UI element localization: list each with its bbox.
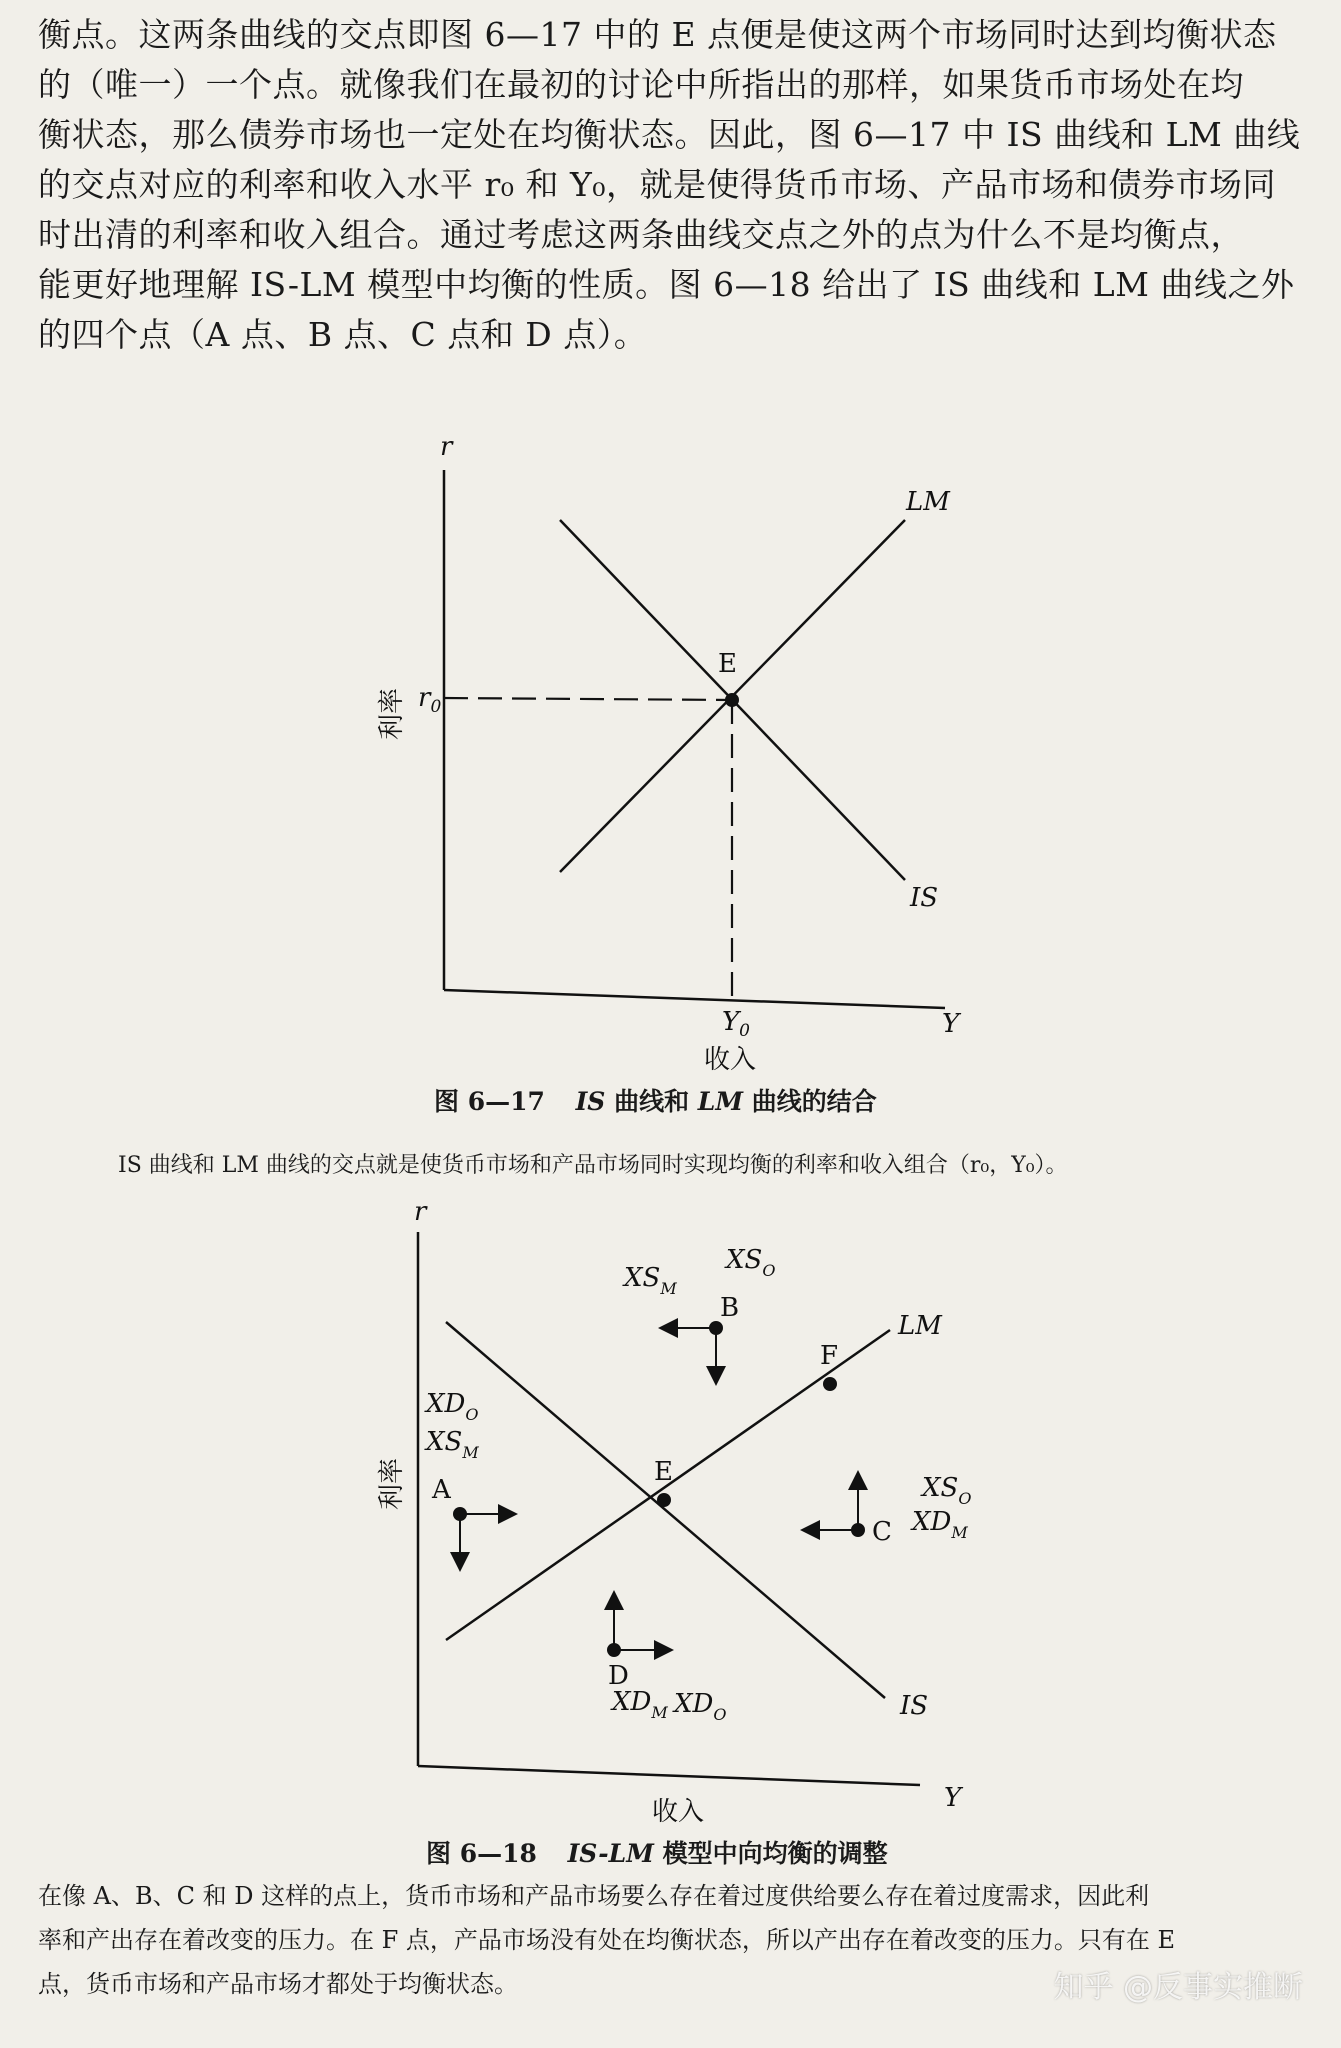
paragraph-line: 衡点。这两条曲线的交点即图 6—17 中的 E 点便是使这两个市场同时达到均衡状态	[38, 15, 1277, 54]
a-label-xs-m: $XS_M$	[426, 1427, 479, 1462]
b-label-xs-m: $XS_M$	[624, 1263, 677, 1298]
d-label-xd-m: $XD_M$	[612, 1687, 668, 1722]
y-axis-name: 利率	[377, 1457, 407, 1510]
c-label-xs-o: $XS_O$	[922, 1473, 972, 1508]
point-d-label: D	[608, 1661, 629, 1691]
r0-label: $r_0$	[418, 683, 442, 717]
caption-end: 曲线的结合	[743, 1087, 877, 1116]
caption-model: IS-LM	[567, 1839, 654, 1868]
x-axis-symbol: Y	[944, 1783, 962, 1813]
point-c-label: C	[872, 1517, 892, 1547]
paragraph-line: 的交点对应的利率和收入水平 r₀ 和 Y₀，就是使得货币市场、产品市场和债券市场同	[38, 165, 1276, 204]
x-axis-symbol: Y	[942, 1009, 960, 1039]
paragraph-line: 衡状态，那么债券市场也一定处在均衡状态。因此，图 6—17 中 IS 曲线和 LM 曲线	[38, 115, 1301, 154]
caption-lm: LM	[697, 1087, 744, 1116]
y-axis-name: 利率	[377, 687, 407, 740]
point-a-label: A	[432, 1475, 451, 1505]
caption-is: IS	[575, 1087, 606, 1116]
b-label-xs-o: $XS_O$	[726, 1245, 776, 1280]
caption-number: 图 6—18	[426, 1839, 537, 1868]
y0-label: $Y_0$	[722, 1007, 750, 1041]
is-label: IS	[910, 883, 939, 913]
y-axis-symbol: r	[440, 432, 453, 462]
point-e-label: E	[718, 649, 737, 679]
caption-line: 率和产出存在着改变的压力。在 F 点，产品市场没有处在均衡状态，所以产出存在着改变的压力。只有在 E	[38, 1926, 1176, 1954]
point-e-label: E	[654, 1457, 673, 1487]
point-f	[823, 1377, 837, 1391]
zhihu-watermark: 知乎 @反事实推断	[1053, 1970, 1303, 2005]
paragraph-line: 时出清的利率和收入组合。通过考虑这两条曲线交点之外的点为什么不是均衡点，	[38, 215, 1244, 254]
paragraph-line: 的（唯一）一个点。就像我们在最初的讨论中所指出的那样，如果货币市场处在均	[38, 65, 1244, 104]
figure-6-17-caption-text: IS 曲线和 LM 曲线的交点就是使货币市场和产品市场同时实现均衡的利率和收入组合（r₀，Y₀）。	[118, 1153, 1068, 1178]
equilibrium-point-e	[657, 1493, 671, 1507]
d-label-xd-o: $XD_O$	[674, 1689, 727, 1724]
point-f-label: F	[820, 1341, 839, 1371]
caption-line: 在像 A、B、C 和 D 这样的点上，货币市场和产品市场要么存在着过度供给要么存在着过度需求，因此利	[38, 1882, 1150, 1910]
y-axis-symbol: r	[414, 1197, 427, 1227]
x-axis-name: 收入	[704, 1045, 757, 1075]
point-b-label: B	[720, 1293, 740, 1323]
lm-label: LM	[898, 1311, 942, 1341]
caption-number: 图 6—17	[434, 1087, 545, 1116]
a-label-xd-o: $XD_O$	[426, 1389, 479, 1424]
caption-mid: 曲线和	[605, 1087, 698, 1116]
caption-line: 点，货币市场和产品市场才都处于均衡状态。	[38, 1970, 518, 1998]
c-label-xd-m: $XD_M$	[912, 1507, 968, 1542]
is-label: IS	[900, 1691, 929, 1721]
caption-end: 模型中向均衡的调整	[653, 1839, 888, 1868]
x-axis-name: 收入	[652, 1797, 705, 1827]
x-axis	[418, 1766, 920, 1785]
paragraph-line: 的四个点（A 点、B 点、C 点和 D 点）。	[38, 315, 648, 354]
figure-6-18-caption-title	[426, 1834, 888, 1870]
lm-label: LM	[906, 487, 950, 517]
paragraph-line: 能更好地理解 IS-LM 模型中均衡的性质。图 6—18 给出了 IS 曲线和 LM 曲线之外	[38, 265, 1295, 304]
